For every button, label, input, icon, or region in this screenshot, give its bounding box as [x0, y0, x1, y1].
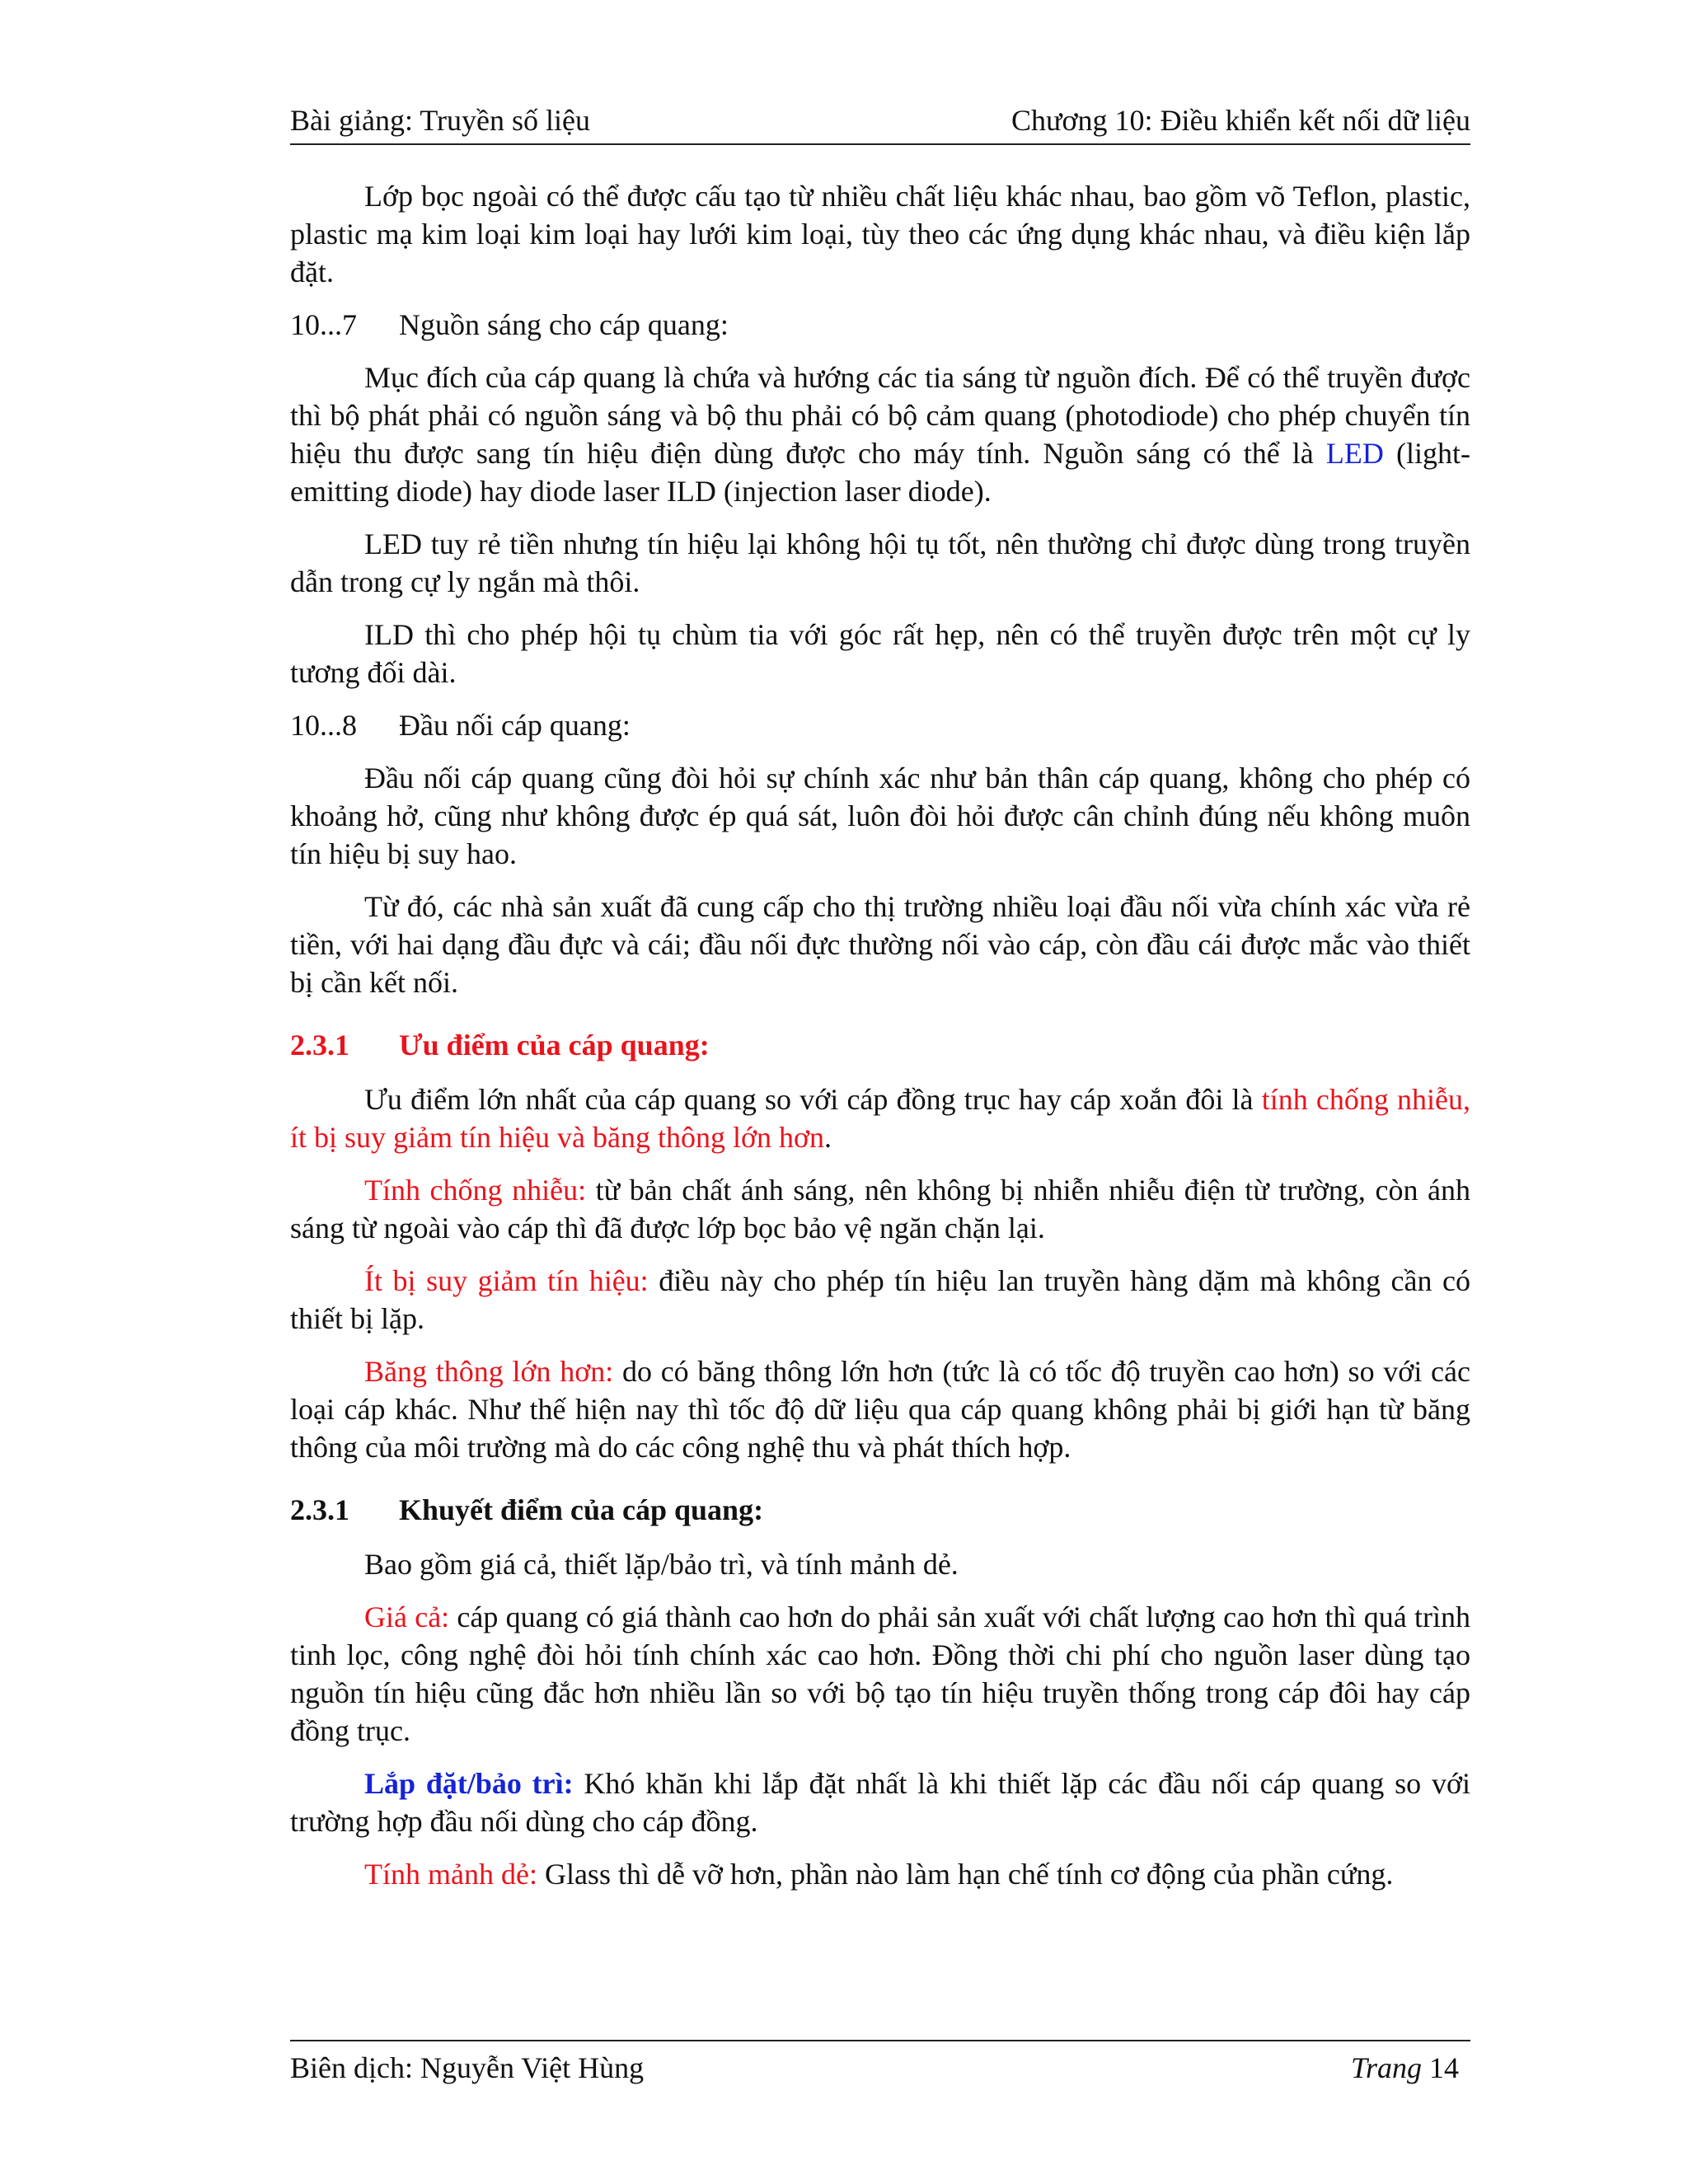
header-course-title: Bài giảng: Truyền số liệu [290, 104, 591, 137]
term-label: Ít bị suy giảm tín hiệu: [364, 1264, 649, 1297]
page-header [290, 97, 1470, 145]
section-number: 2.3.1 [290, 1029, 349, 1062]
paragraph-text: từ bản chất ánh sáng, nên không bị nhiễn nhiễu điện từ trường, còn ánh sáng từ ngoài vào cáp thì đã được lớp bọc bảo vệ ngăn chặn lại. [290, 1174, 1470, 1244]
term-label: Băng thông lớn hơn: [364, 1355, 614, 1388]
paragraph [290, 1598, 1470, 1750]
subsection-heading [290, 706, 1470, 744]
section-heading [290, 1026, 1470, 1064]
paragraph [290, 1080, 1470, 1156]
term-label: Tính mảnh dẻ: [364, 1858, 537, 1891]
paragraph-text: Khó khăn khi lắp đặt nhất là khi thiết lặp các đầu nối cáp quang so với trường hợp đầu nối dùng cho cáp đồng. [290, 1767, 1470, 1838]
page-number: 14 [1429, 2051, 1459, 2084]
paragraph-text: Glass thì dễ vỡ hơn, phần nào làm hạn chế tính cơ động của phần cứng. [537, 1858, 1394, 1891]
term-label: Lắp đặt/bảo trì: [364, 1767, 574, 1800]
subsection-title: Đầu nối cáp quang: [399, 709, 631, 742]
led-link[interactable]: LED [1325, 437, 1384, 470]
subsection-number: 10...7 [290, 308, 357, 341]
page-content [290, 177, 1470, 1908]
paragraph-text: Mục đích của cáp quang là chứa và hướng các tia sáng từ nguồn đích. Để có thể truyền được thì bộ phát phải có nguồn sáng và bộ thu phải có bộ cảm quang (photodiode) cho phép chuyển tín hiệu thu được sang tín hiệu điện dùng được cho máy tính. Nguồn sáng có thể là [290, 361, 1470, 470]
paragraph-text: Ưu điểm lớn nhất của cáp quang so với cáp đồng trục hay cáp xoắn đôi là [364, 1083, 1262, 1116]
paragraph [290, 1171, 1470, 1247]
header-chapter-title: Chương 10: Điều khiển kết nối dữ liệu [1011, 104, 1470, 137]
paragraph [290, 1765, 1470, 1840]
paragraph-text: điều này cho phép tín hiệu lan truyền hàng dặm mà không cần có thiết bị lặp. [290, 1264, 1470, 1335]
footer-page-number [1351, 2045, 1459, 2091]
paragraph-text: cáp quang có giá thành cao hơn do phải sản xuất với chất lượng cao hơn thì quá trình tinh lọc, công nghệ đòi hỏi tính chính xác cao hơn. Đồng thời chi phí cho nguồn laser dùng tạo nguồn tín hiệu cũng đắc hơn nhiều lần so với bộ tạo tín hiệu truyền thống trong cáp đôi hay cáp đồng trục. [290, 1601, 1471, 1747]
paragraph [290, 359, 1470, 510]
paragraph [290, 1262, 1470, 1338]
paragraph: Đầu nối cáp quang cũng đòi hỏi sự chính xác như bản thân cáp quang, không cho phép có khoảng hở, cũng như không được ép quá sát, luôn đòi hỏi được cân chỉnh đúng nếu không muôn tín hiệu bị suy hao. [290, 762, 1470, 870]
paragraph: LED tuy rẻ tiền nhưng tín hiệu lại không hội tụ tốt, nên thường chỉ được dùng trong truyền dẫn trong cự ly ngắn mà thôi. [290, 527, 1470, 598]
footer-translator: Biên dịch: Nguyễn Việt Hùng [290, 2051, 645, 2084]
highlighted-text: tính chống nhiễu, ít bị suy giảm tín hiệu và băng thông lớn hơn [290, 1083, 1471, 1154]
paragraph-text: . [824, 1121, 832, 1154]
subsection-title: Nguồn sáng cho cáp quang: [399, 308, 729, 341]
page-footer [290, 2040, 1470, 2084]
document-page [290, 0, 1470, 2184]
paragraph: Bao gồm giá cả, thiết lặp/bảo trì, và tính mảnh dẻ. [364, 1548, 959, 1581]
page-label: Trang [1350, 2051, 1422, 2084]
term-label: Tính chống nhiễu: [364, 1174, 587, 1207]
subsection-number: 10...8 [290, 709, 357, 742]
section-title: Khuyết điểm của cáp quang: [399, 1493, 764, 1526]
paragraph [290, 1352, 1470, 1466]
section-title: Ưu điểm của cáp quang: [399, 1029, 710, 1062]
section-number: 2.3.1 [290, 1493, 349, 1526]
term-label: Giá cả: [364, 1601, 450, 1633]
paragraph: Từ đó, các nhà sản xuất đã cung cấp cho thị trường nhiều loại đầu nối vừa chính xác vừa rẻ tiền, với hai dạng đầu đực và cái; đầu nối đực thường nối vào cáp, còn đầu cái được mắc vào thiết bị cần kết nối. [290, 890, 1470, 999]
section-heading [290, 1491, 1470, 1529]
paragraph-text: (light-emitting diode) hay diode laser ILD (injection laser diode). [290, 437, 1470, 508]
paragraph [290, 1855, 1470, 1893]
paragraph: Lớp bọc ngoài có thể được cấu tạo từ nhiều chất liệu khác nhau, bao gồm võ Teflon, plastic, plastic mạ kim loại kim loại hay lưới kim loại, tùy theo các ứng dụng khác nhau, và điều kiện lắp đặt. [290, 180, 1470, 288]
paragraph: ILD thì cho phép hội tụ chùm tia với góc rất hẹp, nên có thể truyền được trên một cự ly tương đối dài. [290, 618, 1470, 689]
subsection-heading [290, 306, 1470, 344]
paragraph-text: do có băng thông lớn hơn (tức là có tốc độ truyền cao hơn) so với các loại cáp khác. Như thế hiện nay thì tốc độ dữ liệu qua cáp quang không phải bị giới hạn từ băng thông của môi trường mà do các công nghệ thu và phát thích hợp. [290, 1355, 1470, 1464]
